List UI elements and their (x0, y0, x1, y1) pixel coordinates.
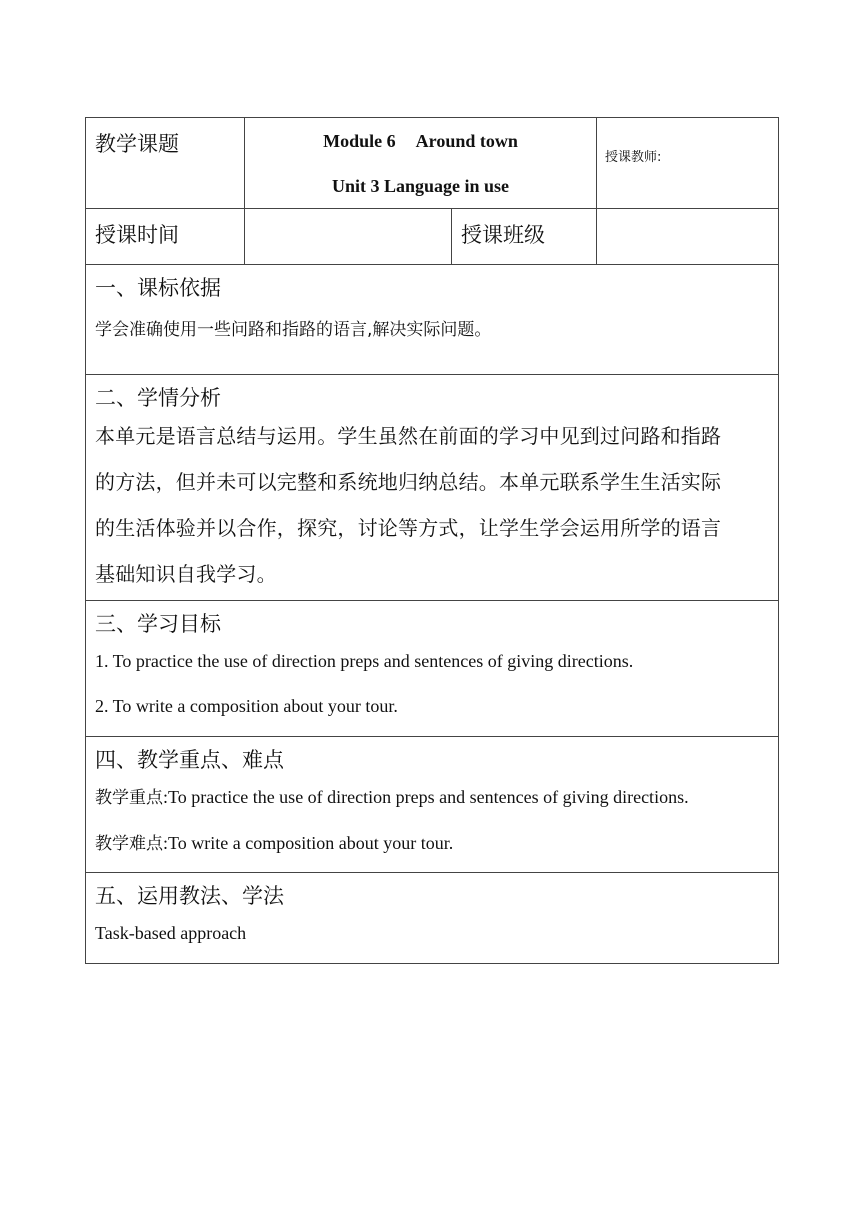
difficult-point-label: 教学难点 (95, 834, 163, 854)
teacher-label: 授课教师: (597, 118, 779, 209)
class-value-cell (597, 209, 779, 265)
unit-title: Unit 3 Language in use (331, 176, 510, 196)
basis-heading: 一、课标依据 (95, 276, 221, 300)
analysis-line: 本单元是语言总结与运用。学生虽然在前面的学习中见到过问路和指路 (95, 424, 722, 448)
methods-body: Task-based approach (95, 923, 247, 943)
title-line-1 (245, 130, 596, 152)
basis-body: 学会准确使用一些问路和指路的语言,解决实际问题。 (95, 320, 492, 340)
key-point-label: 教学重点 (95, 788, 163, 808)
methods-section (86, 873, 779, 964)
time-label: 授课时间 (86, 209, 245, 265)
module-topic: Around town (415, 131, 518, 151)
analysis-line: 基础知识自我学习。 (95, 562, 277, 586)
analysis-line: 的方法，但并未可以完整和系统地归纳总结。本单元联系学生生活实际 (95, 470, 722, 494)
analysis-section (86, 375, 779, 601)
basis-section (86, 265, 779, 375)
lesson-plan-table (85, 117, 779, 964)
analysis-line: 的生活体验并以合作，探究，讨论等方式，让学生学会运用所学的语言 (95, 516, 722, 540)
focus-section (86, 737, 779, 873)
methods-heading: 五、运用教法、学法 (95, 884, 284, 908)
goals-heading: 三、学习目标 (95, 612, 221, 636)
difficult-point-text: :To write a composition about your tour. (163, 833, 454, 853)
key-point-text: :To practice the use of direction preps and sentences of giving directions. (163, 787, 689, 807)
focus-heading: 四、教学重点、难点 (95, 748, 284, 772)
class-label: 授课班级 (452, 209, 597, 265)
subject-label: 教学课题 (86, 118, 245, 209)
analysis-heading: 二、学情分析 (95, 386, 221, 410)
time-value-cell (245, 209, 452, 265)
header-row (86, 118, 779, 209)
goal-item: 2. To write a composition about your tour. (95, 696, 398, 716)
module-text: Module 6 (323, 131, 396, 151)
goal-item: 1. To practice the use of direction preps and sentences of giving directions. (95, 651, 634, 671)
time-class-row (86, 209, 779, 265)
key-point (95, 775, 769, 821)
lesson-title (245, 118, 597, 209)
difficult-point (95, 821, 769, 867)
goals-section (86, 601, 779, 737)
